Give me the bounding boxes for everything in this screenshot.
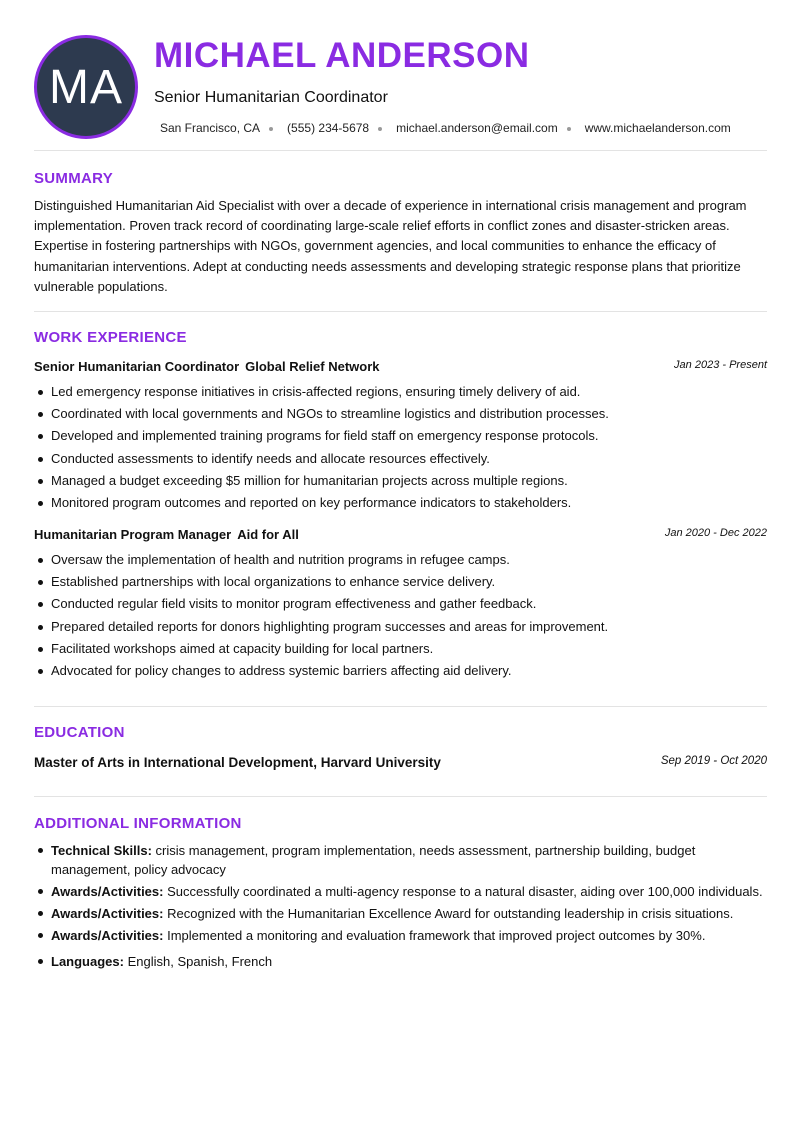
additional-heading: ADDITIONAL INFORMATION — [34, 815, 242, 832]
list-item: Facilitated workshops aimed at capacity building for local partners. — [34, 638, 764, 660]
list-item: Managed a budget exceeding $5 million for humanitarian projects across multiple regions. — [34, 470, 764, 492]
education-date: Sep 2019 - Oct 2020 — [660, 755, 767, 767]
contact-phone: (555) 234-5678 — [287, 121, 370, 135]
separator-dot — [269, 127, 273, 131]
list-item: Monitored program outcomes and reported on key performance indicators to stakeholders. — [34, 492, 764, 514]
job-header — [34, 526, 767, 544]
job-header — [34, 358, 767, 376]
experience-heading: WORK EXPERIENCE — [34, 329, 187, 346]
list-item — [34, 904, 764, 923]
job-organization: Aid for All — [237, 527, 299, 542]
item-label: Awards/Activities: — [51, 884, 164, 899]
candidate-title: Senior Humanitarian Coordinator — [154, 89, 388, 106]
list-item — [34, 926, 764, 945]
summary-text: Distinguished Humanitarian Aid Specialist with over a decade of experience in international crisis management and program implementation. Proven track record of coordinating large-scale relief efforts in conflict zones and disaster-stricken areas. Expertise in fostering partnerships with NGOs, government agencies, and local communities to enhance the efficacy of humanitarian interventions. Adept at conducting needs assessments and developing strategic response plans that prioritize vulnerable populations. — [34, 198, 747, 294]
summary-heading: SUMMARY — [34, 170, 114, 187]
item-text: Successfully coordinated a multi-agency response to a natural disaster, aiding over 100,000 individuals. — [167, 884, 763, 899]
list-item — [34, 841, 764, 879]
contact-website[interactable]: www.michaelanderson.com — [584, 121, 731, 135]
contact-email[interactable]: michael.anderson@email.com — [396, 121, 558, 135]
job-date: Jan 2023 - Present — [674, 359, 767, 371]
job-role: Senior Humanitarian Coordinator — [34, 359, 240, 374]
list-item: Oversaw the implementation of health and nutrition programs in refugee camps. — [34, 549, 764, 571]
item-text: English, Spanish, French — [127, 954, 273, 969]
list-item: Developed and implemented training programs for field staff on emergency response protocols. — [34, 425, 764, 447]
additional-list — [34, 841, 764, 974]
list-item: Conducted assessments to identify needs and allocate resources effectively. — [34, 448, 764, 470]
item-text: Recognized with the Humanitarian Excellence Award for outstanding leadership in crisis situations. — [167, 906, 734, 921]
list-item: Prepared detailed reports for donors highlighting program successes and areas for improvement. — [34, 616, 764, 638]
section-divider — [34, 706, 767, 707]
section-divider — [34, 311, 767, 312]
item-label: Technical Skills: — [51, 843, 152, 858]
candidate-name: MICHAEL ANDERSON — [154, 36, 530, 75]
list-item: Advocated for policy changes to address systemic barriers affecting aid delivery. — [34, 660, 764, 682]
avatar — [34, 35, 138, 139]
contact-location: San Francisco, CA — [160, 121, 261, 135]
separator-dot — [378, 127, 382, 131]
item-text: crisis management, program implementation, needs assessment, partnership building, budget management, policy advocacy — [51, 843, 696, 877]
list-item: Coordinated with local governments and NGOs to streamline logistics and distribution processes. — [34, 403, 764, 425]
job-bullets — [34, 549, 764, 682]
education-degree: Master of Arts in International Development, Harvard University — [34, 755, 441, 770]
list-item: Conducted regular field visits to monitor program effectiveness and gather feedback. — [34, 593, 764, 615]
education-entry — [34, 754, 767, 772]
list-item — [34, 882, 764, 901]
avatar-initials: MA — [49, 60, 123, 114]
job-organization: Global Relief Network — [245, 359, 380, 374]
item-text: Implemented a monitoring and evaluation framework that improved project outcomes by 30%. — [167, 928, 706, 943]
list-item — [34, 952, 764, 971]
list-item: Established partnerships with local organizations to enhance service delivery. — [34, 571, 764, 593]
contact-line — [160, 121, 731, 135]
section-divider — [34, 796, 767, 797]
job-role: Humanitarian Program Manager — [34, 527, 232, 542]
job-bullets — [34, 381, 764, 514]
job-date: Jan 2020 - Dec 2022 — [664, 527, 767, 539]
item-label: Awards/Activities: — [51, 928, 164, 943]
section-divider — [34, 150, 767, 151]
education-heading: EDUCATION — [34, 724, 125, 741]
item-label: Languages: — [51, 954, 124, 969]
item-label: Awards/Activities: — [51, 906, 164, 921]
separator-dot — [567, 127, 571, 131]
list-item: Led emergency response initiatives in crisis-affected regions, ensuring timely delivery of aid. — [34, 381, 764, 403]
